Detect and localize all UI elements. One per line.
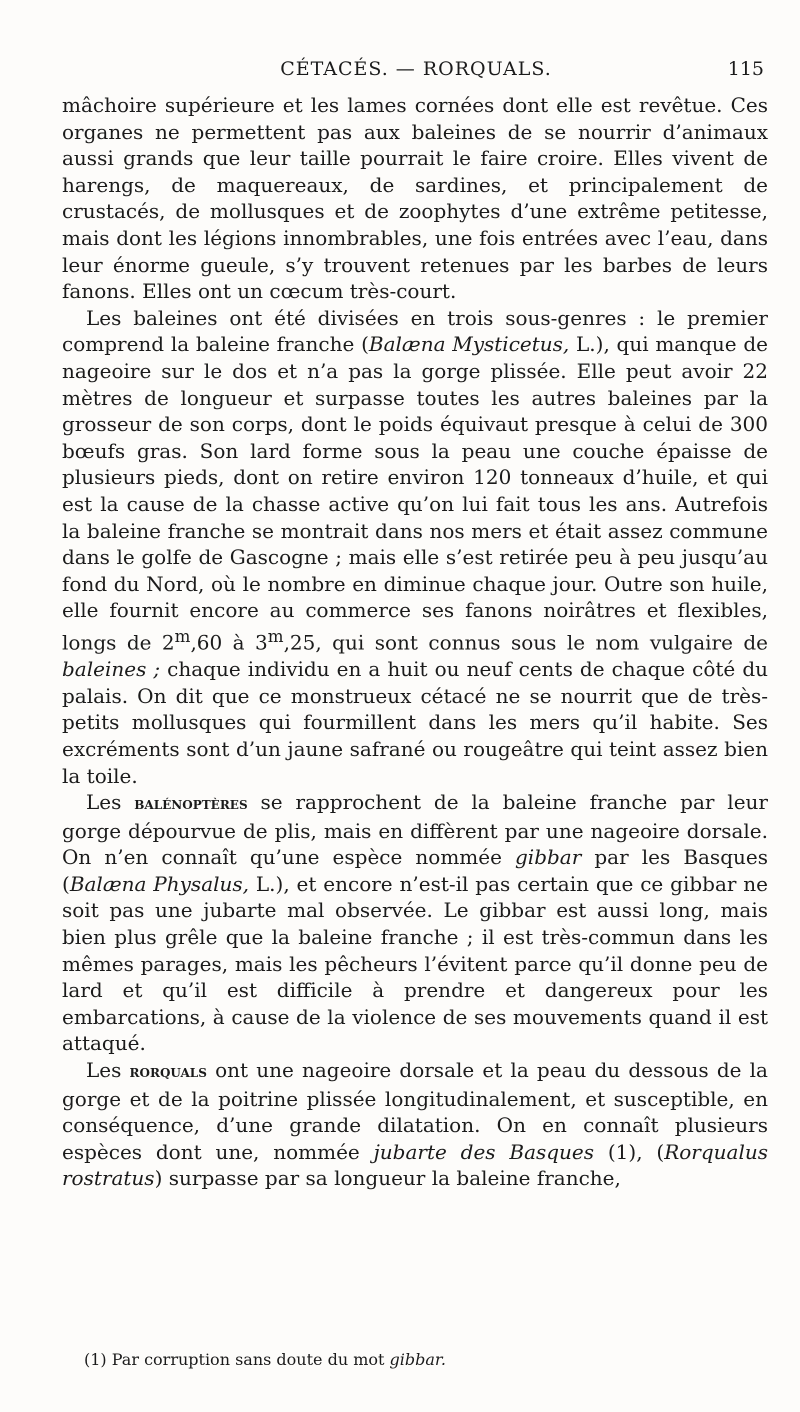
paragraph-2 — [62, 305, 768, 789]
latin-name: Balæna Physalus, — [69, 871, 250, 896]
latin-name: Balæna Mysticetus, — [368, 332, 570, 357]
text-segment: ont une nageoire dorsale et la peau du dessous de la gorge et de la poitrine plissée longitudinalement, et susceptible, en conséquence, d’une grande dilatation. On en connaît plusieurs espèces dont une, nommée — [62, 1058, 768, 1164]
page-header — [62, 58, 770, 90]
latin-name: Rorqualus rostratus — [62, 1139, 768, 1191]
text-segment: chaque individu en a huit ou neuf cents de chaque côté du palais. On dit que ce monstrueux cétacé ne se nourrit que de très-petits mollusques qui fourmillent dans les mers qu’il habite. Ses excréments sont d’un jaune safrané ou rougeâtre qui teint assez bien la toile. — [62, 657, 768, 788]
paragraph-3 — [62, 789, 768, 1057]
text-segment: par les Basques ( — [62, 845, 768, 896]
text-segment: ,60 à 3 — [190, 630, 268, 655]
unit-superscript: m — [174, 626, 191, 646]
footnote — [84, 1350, 764, 1369]
text-segment: L.), qui manque de nageoire sur le dos et n’a pas la gorge plissée. Elle peut avoir 22 mètres de longueur et surpasse toutes les autres baleines par la grosseur de son corps, dont le poids équivaut presque à celui de 300 bœufs gras. Son lard forme sous la peau une couche épaisse de plusieurs pieds, dont on retire environ 120 tonneaux d’huile, et qui est la cause de la chasse active qu’on lui fait tous les ans. Autrefois la baleine franche se montrait dans nos mers et était assez commune dans le golfe de Gascogne ; mais elle s’est retirée peu à peu jusqu’au fond du Nord, où le nombre en diminue chaque jour. Outre son huile, elle fournit encore au commerce ses fanons noirâtres et flexibles, longs de 2 — [62, 332, 768, 655]
running-title: CÉTACÉS. — RORQUALS. — [280, 58, 552, 80]
italic-term: gibbar. — [389, 1350, 446, 1369]
text-segment: L.), et encore n’est-il pas certain que ce gibbar ne soit pas une jubarte mal observée. Le gibbar est aussi long, mais bien plus grêle que la baleine franche ; il est très-commun dans les mêmes parages, mais les pêcheurs l’évitent parce qu’il donne peu de lard et qu’il est difficile à prendre et dangereux pour les embarcations, à cause de la violence de ses mouvements quand il est attaqué. — [62, 871, 769, 1056]
footnote-text: (1) Par corruption sans doute du mot — [84, 1350, 390, 1369]
italic-term: jubarte des Basques — [373, 1139, 595, 1164]
text-segment: Les baleines ont été divisées en trois sous-genres : le premier comprend la baleine franche ( — [62, 305, 768, 357]
italic-term: baleines ; — [62, 657, 161, 682]
page-number: 115 — [727, 58, 764, 80]
text-segment: ,25, qui sont connus sous le nom vulgaire de — [283, 630, 769, 655]
text-segment: ) surpasse par sa longueur la baleine franche, — [154, 1166, 621, 1191]
text-segment: Les — [86, 790, 135, 815]
unit-superscript: m — [267, 626, 284, 646]
italic-term: gibbar — [515, 845, 582, 870]
text-segment: Les — [86, 1058, 130, 1083]
text-segment: se rapprochent de la baleine franche par leur gorge dépourvue de plis, mais en diffèrent par une nageoire dorsale. On n’en connaît qu’une espèce nommée — [62, 790, 768, 870]
body-text — [62, 92, 768, 1192]
smallcaps-term: rorquals — [129, 1062, 207, 1083]
paragraph-4 — [62, 1057, 768, 1192]
smallcaps-term: balénoptères — [134, 794, 248, 815]
text-segment: (1), ( — [594, 1139, 665, 1164]
paragraph-1: mâchoire supérieure et les lames cornées dont elle est revêtue. Ces organes ne permettent pas aux baleines de se nourrir d’animaux aussi grands que leur taille pourrait le faire croire. Elles vivent de harengs, de maquereaux, de sardines, et principalement de crustacés, de mollusques et de zoophytes d’une extrême petitesse, mais dont les légions innombrables, une fois entrées avec l’eau, dans leur énorme gueule, s’y trouvent retenues par les barbes de leurs fanons. Elles ont un cœcum très-court. — [62, 93, 768, 304]
